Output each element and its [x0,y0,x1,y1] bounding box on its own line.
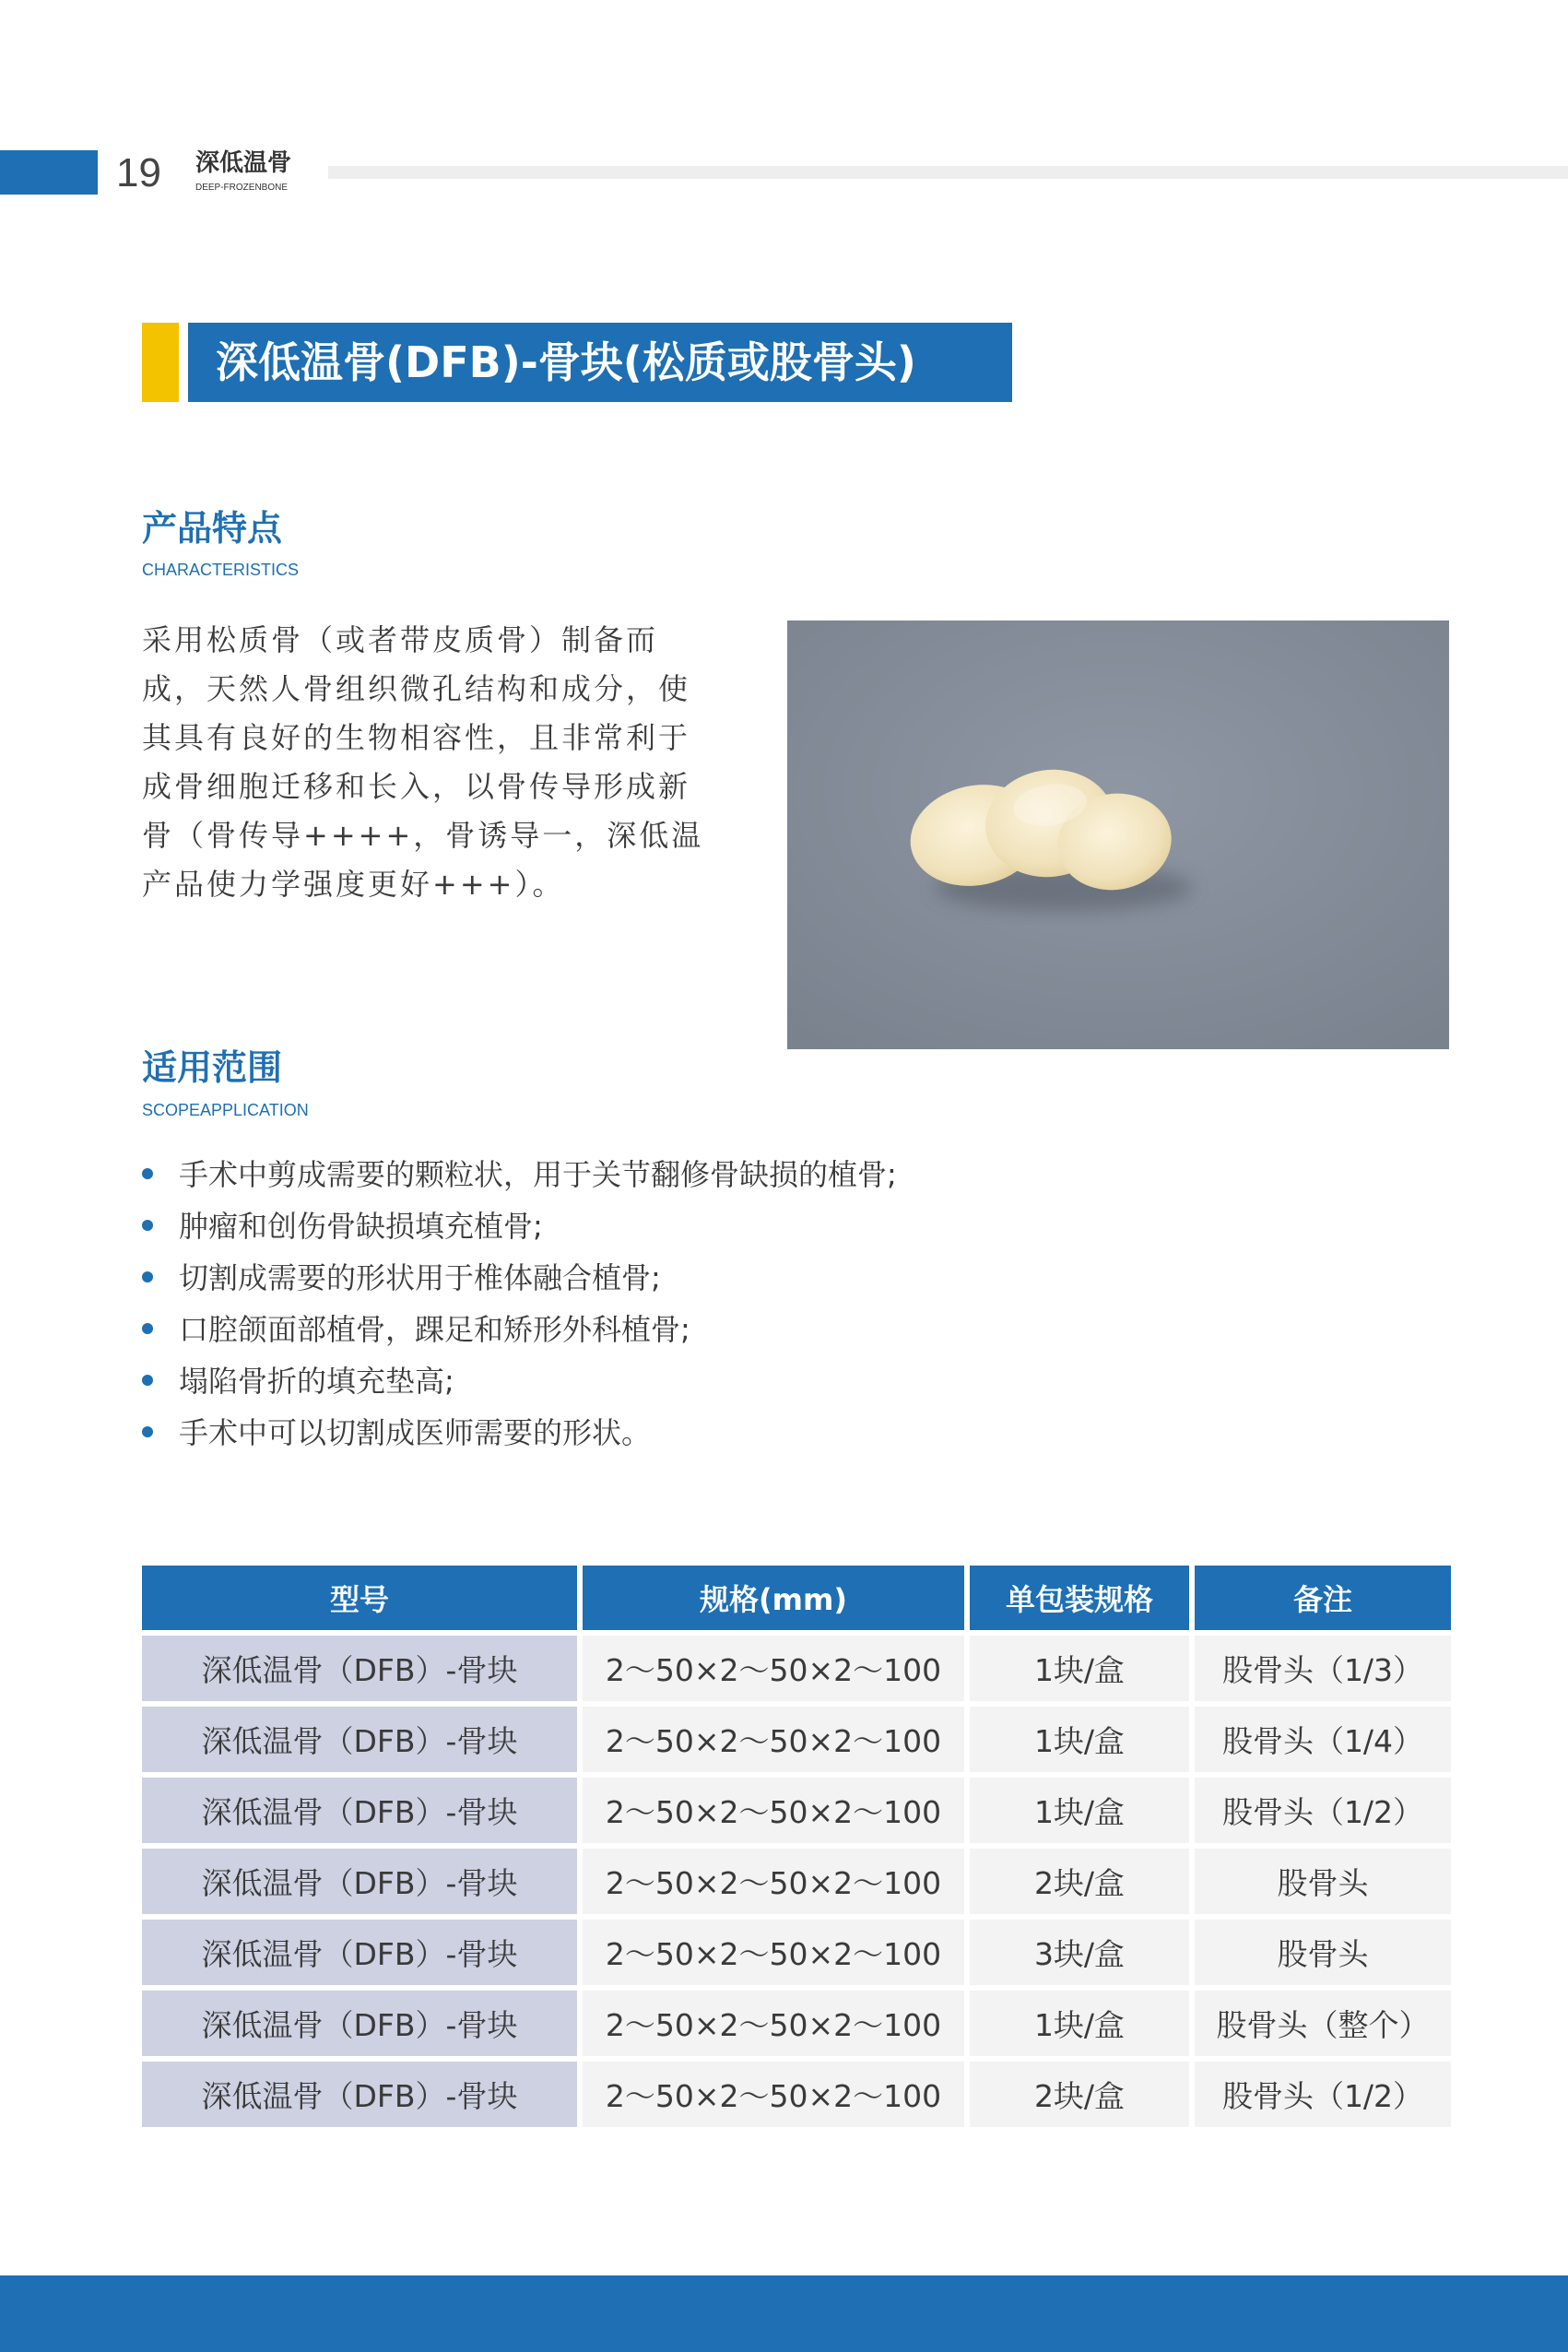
cell-remark: 股骨头 [1195,1920,1451,1985]
cell-spec: 2～50×2～50×2～100 [583,1920,964,1985]
header-package: 单包装规格 [970,1566,1189,1630]
table-header-row [142,1566,1451,1630]
cell-model: 深低温骨（DFB）-骨块 [142,1778,577,1843]
cell-model: 深低温骨（DFB）-骨块 [142,1707,577,1772]
paragraph-line: 骨（骨传导++++，骨诱导一，深低温 [142,818,704,853]
page-number: 19 [116,150,161,195]
characteristics-title: 产品特点 [142,508,283,549]
table-row [142,2062,1451,2127]
cell-model: 深低温骨（DFB）-骨块 [142,1920,577,1985]
header-subtitle: DEEP-FROZENBONE [195,183,289,193]
cell-spec: 2～50×2～50×2～100 [583,1707,964,1772]
cell-model: 深低温骨（DFB）-骨块 [142,2062,577,2127]
cell-package: 1块/盒 [970,1991,1189,2056]
cell-model: 深低温骨（DFB）-骨块 [142,1991,577,2056]
bullet-icon [142,1168,153,1179]
header-remark: 备注 [1195,1566,1451,1630]
list-item: 手术中可以切割成医师需要的形状。 [142,1407,897,1459]
paragraph-line: 采用松质骨（或者带皮质骨）制备而 [142,622,659,657]
characteristics-subtitle: CHARACTERISTICS [142,561,300,579]
paragraph-line: 成，天然人骨组织微孔结构和成分，使 [142,671,691,706]
header-accent-bar [0,150,98,195]
cell-package: 1块/盒 [970,1778,1189,1843]
bullet-icon [142,1271,153,1282]
paragraph-line: 产品使力学强度更好+++）。 [142,867,565,902]
scope-title: 适用范围 [142,1047,283,1088]
cell-remark: 股骨头（1/4） [1195,1707,1451,1772]
footer-band [0,2275,1568,2352]
header-model: 型号 [142,1566,577,1630]
cell-spec: 2～50×2～50×2～100 [583,1991,964,2056]
cell-remark: 股骨头（1/3） [1195,1636,1451,1701]
cell-spec: 2～50×2～50×2～100 [583,1778,964,1843]
paragraph-line: 其具有良好的生物相容性，且非常利于 [142,720,691,755]
table-row [142,1991,1451,2056]
main-title: 深低温骨(DFB)-骨块(松质或股骨头) [216,337,916,387]
paragraph-line: 成骨细胞迁移和长入，以骨传导形成新 [142,769,691,804]
list-item: 塌陷骨折的填充垫高; [142,1355,897,1407]
spec-table [136,1560,1456,2133]
bone-discs-illustration [787,621,1449,1049]
cell-model: 深低温骨（DFB）-骨块 [142,1849,577,1914]
bullet-icon [142,1220,153,1231]
cell-remark: 股骨头（1/2） [1195,2062,1451,2127]
cell-spec: 2～50×2～50×2～100 [583,1636,964,1701]
list-item: 切割成需要的形状用于椎体融合植骨; [142,1252,897,1304]
cell-model: 深低温骨（DFB）-骨块 [142,1636,577,1701]
cell-remark: 股骨头（整个） [1195,1991,1451,2056]
table-row [142,1636,1451,1701]
cell-remark: 股骨头 [1195,1849,1451,1914]
list-item: 口腔颌面部植骨，踝足和矫形外科植骨; [142,1304,897,1355]
table-row [142,1849,1451,1914]
cell-package: 1块/盒 [970,1636,1189,1701]
cell-package: 1块/盒 [970,1707,1189,1772]
scope-subtitle: SCOPEAPPLICATION [142,1101,309,1119]
bullet-icon [142,1426,153,1437]
title-accent-bar [142,323,179,402]
header-title: 深低温骨 [195,149,292,177]
cell-spec: 2～50×2～50×2～100 [583,2062,964,2127]
cell-package: 2块/盒 [970,2062,1189,2127]
product-photo [787,621,1449,1049]
cell-spec: 2～50×2～50×2～100 [583,1849,964,1914]
list-item: 肿瘤和创伤骨缺损填充植骨; [142,1200,897,1252]
table-row [142,1707,1451,1772]
bullet-icon [142,1323,153,1334]
characteristics-paragraph [142,616,704,909]
header-spec: 规格(mm) [583,1566,964,1630]
cell-package: 3块/盒 [970,1920,1189,1985]
table-row [142,1778,1451,1843]
list-item: 手术中剪成需要的颗粒状，用于关节翻修骨缺损的植骨; [142,1149,897,1200]
scope-list [142,1149,897,1459]
bullet-icon [142,1375,153,1386]
header-rule [328,166,1568,179]
main-title-banner [188,323,1012,402]
cell-package: 2块/盒 [970,1849,1189,1914]
table-row [142,1920,1451,1985]
cell-remark: 股骨头（1/2） [1195,1778,1451,1843]
